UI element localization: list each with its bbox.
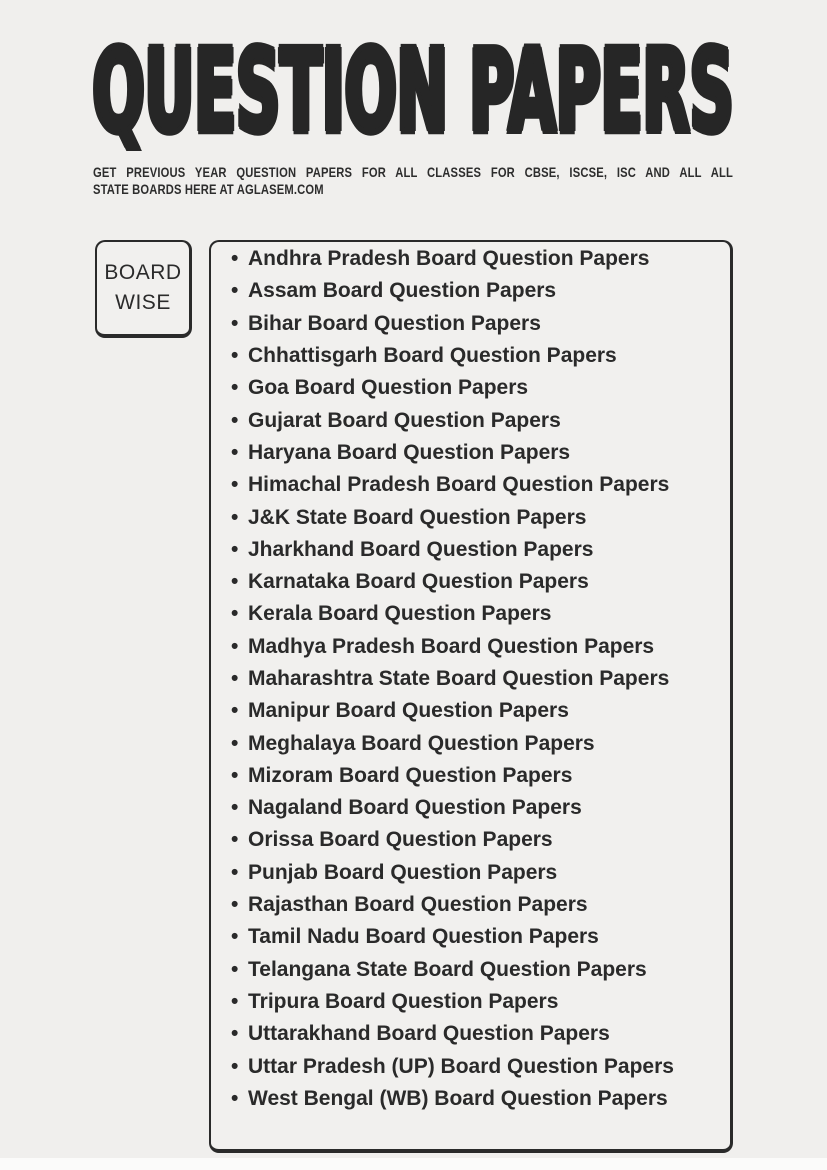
list-item xyxy=(211,857,730,889)
board-item-label: Chhattisgarh Board Question Papers xyxy=(248,344,617,368)
bullet-icon: • xyxy=(231,440,239,464)
bullet-icon: • xyxy=(231,989,239,1013)
board-item-label: Maharashtra State Board Question Papers xyxy=(248,667,670,690)
subtitle-line-1: GET PREVIOUS YEAR QUESTION PAPERS FOR ALL CLASSES FOR CBSE, ISCSE, ISC AND ALL ALL xyxy=(93,164,733,180)
list-item xyxy=(211,1018,730,1050)
board-item-label: Manipur Board Question Papers xyxy=(248,699,569,723)
board-item-label: Nagaland Board Question Papers xyxy=(248,796,582,820)
bullet-icon: • xyxy=(231,731,239,755)
board-item-label: Uttarakhand Board Question Papers xyxy=(248,1022,610,1046)
board-item-label: Rajasthan Board Question Papers xyxy=(248,893,588,917)
bullet-icon: • xyxy=(231,667,239,690)
board-wise-badge-line-1: BOARD xyxy=(104,261,182,284)
list-item xyxy=(211,727,730,759)
bullet-icon: • xyxy=(231,634,239,658)
list-item xyxy=(211,243,730,275)
title-wrap xyxy=(0,23,827,159)
bullet-icon: • xyxy=(231,344,239,368)
bottom-strip xyxy=(0,1158,827,1170)
board-item-label: Goa Board Question Papers xyxy=(248,376,529,400)
list-item xyxy=(211,663,730,695)
bullet-icon: • xyxy=(231,699,239,723)
bullet-icon: • xyxy=(231,1054,239,1078)
board-wise-badge-line-2: WISE xyxy=(115,291,171,314)
board-item-label: Punjab Board Question Papers xyxy=(248,860,558,884)
bullet-icon: • xyxy=(231,279,239,303)
list-item xyxy=(211,760,730,792)
list-item xyxy=(211,469,730,501)
board-item-label: Madhya Pradesh Board Question Papers xyxy=(248,634,655,658)
list-item xyxy=(211,1050,730,1082)
board-item-label: Haryana Board Question Papers xyxy=(248,440,571,464)
list-item xyxy=(211,954,730,986)
board-item-label: Karnataka Board Question Papers xyxy=(248,570,589,594)
board-wise-badge xyxy=(95,240,192,338)
list-item xyxy=(211,404,730,436)
page-title: QUESTION PAPERS xyxy=(92,23,735,159)
list-item xyxy=(211,275,730,307)
bullet-icon: • xyxy=(231,860,239,884)
board-item-label: Telangana State Board Question Papers xyxy=(248,957,647,981)
bullet-icon: • xyxy=(231,828,239,852)
board-item-label: Gujarat Board Question Papers xyxy=(248,408,561,432)
list-item xyxy=(211,824,730,856)
list-item xyxy=(211,566,730,598)
list-item xyxy=(211,598,730,630)
board-item-label: Meghalaya Board Question Papers xyxy=(248,731,595,755)
list-item xyxy=(211,631,730,663)
board-item-label: Andhra Pradesh Board Question Papers xyxy=(248,247,650,271)
bullet-icon: • xyxy=(231,408,239,432)
list-item xyxy=(211,986,730,1018)
board-item-label: Bihar Board Question Papers xyxy=(248,311,541,335)
bullet-icon: • xyxy=(231,925,239,949)
list-item xyxy=(211,921,730,953)
bullet-icon: • xyxy=(231,1022,239,1046)
list-item xyxy=(211,501,730,533)
bullet-icon: • xyxy=(231,473,239,497)
board-list xyxy=(211,242,730,1115)
bullet-icon: • xyxy=(231,537,239,561)
list-item xyxy=(211,372,730,404)
board-item-label: Tripura Board Question Papers xyxy=(248,989,559,1013)
bullet-icon: • xyxy=(231,311,239,335)
bullet-icon: • xyxy=(231,796,239,820)
bullet-icon: • xyxy=(231,763,239,787)
list-item xyxy=(211,1083,730,1115)
bullet-icon: • xyxy=(231,247,239,271)
board-item-label: West Bengal (WB) Board Question Papers xyxy=(248,1086,668,1110)
bullet-icon: • xyxy=(231,893,239,917)
board-list-panel xyxy=(209,240,733,1153)
list-item xyxy=(211,889,730,921)
board-item-label: Mizoram Board Question Papers xyxy=(248,763,573,787)
bullet-icon: • xyxy=(231,957,239,981)
list-item xyxy=(211,792,730,824)
bullet-icon: • xyxy=(231,1086,239,1110)
bullet-icon: • xyxy=(231,376,239,400)
board-item-label: Assam Board Question Papers xyxy=(248,279,557,303)
list-item xyxy=(211,695,730,727)
bullet-icon: • xyxy=(231,602,239,626)
board-item-label: Orissa Board Question Papers xyxy=(248,828,553,852)
list-item xyxy=(211,340,730,372)
board-item-label: J&K State Board Question Papers xyxy=(248,505,587,529)
board-item-label: Jharkhand Board Question Papers xyxy=(248,537,594,561)
board-item-label: Uttar Pradesh (UP) Board Question Papers xyxy=(248,1054,674,1078)
board-item-label: Kerala Board Question Papers xyxy=(248,602,552,626)
bullet-icon: • xyxy=(231,505,239,529)
list-item xyxy=(211,308,730,340)
subtitle xyxy=(93,164,733,197)
board-item-label: Himachal Pradesh Board Question Papers xyxy=(248,473,670,497)
list-item xyxy=(211,534,730,566)
list-item xyxy=(211,437,730,469)
subtitle-line-2: STATE BOARDS HERE AT AGLASEM.COM xyxy=(93,180,324,197)
board-item-label: Tamil Nadu Board Question Papers xyxy=(248,925,599,949)
bullet-icon: • xyxy=(231,570,239,594)
